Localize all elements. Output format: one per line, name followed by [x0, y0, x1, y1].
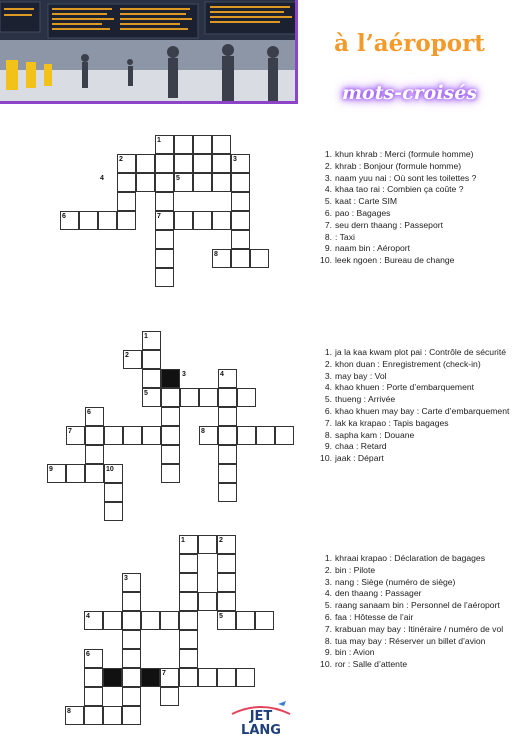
crossword-cell[interactable] [174, 154, 193, 173]
clue-list-2 [318, 347, 519, 465]
clue-number: 5 [219, 613, 223, 620]
clue-number-label: 4. [324, 588, 332, 599]
clue-number: 7 [157, 213, 161, 220]
crossword-cell[interactable] [85, 445, 104, 464]
clue-number: 2 [125, 352, 129, 359]
crossword-cell[interactable] [179, 668, 198, 687]
clue-item [318, 553, 519, 565]
clue-text: thueng : Arrivée [335, 394, 396, 405]
clue-item [318, 173, 519, 185]
crossword-cell[interactable] [212, 135, 231, 154]
clue-number-label: 7. [324, 623, 332, 634]
crossword-cell [103, 668, 122, 687]
clue-text: ror : Salle d’attente [335, 659, 408, 670]
clue-item [318, 612, 519, 624]
crossword-cell[interactable] [179, 649, 198, 668]
clue-number-label: 9. [324, 243, 332, 254]
crossword-cell[interactable] [122, 630, 141, 649]
clue-text: bin : Pilote [335, 564, 376, 575]
crossword-cell[interactable] [174, 211, 193, 230]
clue-text: jaak : Départ [335, 453, 384, 464]
crossword-cell[interactable] [136, 154, 155, 173]
clue-item [318, 441, 519, 453]
clue-number: 6 [86, 651, 90, 658]
crossword-cell[interactable] [160, 687, 179, 706]
clue-item [318, 232, 519, 244]
clue-number: 8 [214, 251, 218, 258]
clue-item [318, 359, 519, 371]
clue-item [318, 659, 519, 671]
crossword-cell[interactable] [179, 554, 198, 573]
crossword-cell[interactable] [179, 630, 198, 649]
clue-text: tua may bay : Réserver un billet d’avion [335, 635, 486, 646]
clue-number: 7 [162, 670, 166, 677]
clue-number: 2 [119, 156, 123, 163]
clue-number-label: 4. [324, 382, 332, 393]
crossword-cell[interactable] [217, 668, 236, 687]
crossword-cell[interactable] [198, 668, 217, 687]
clue-text: khrab : Bonjour (formule homme) [335, 160, 462, 171]
crossword-cell [161, 369, 180, 388]
clue-number-label: 6. [324, 207, 332, 218]
crossword-cell[interactable] [161, 426, 180, 445]
clue-number-label: 2. [324, 564, 332, 575]
clue-item [318, 565, 519, 577]
crossword-cell[interactable] [85, 464, 104, 483]
clue-number-label: 9. [324, 441, 332, 452]
crossword-cell[interactable] [160, 611, 179, 630]
clue-text: khao khuen : Porte d’embarquement [335, 382, 475, 393]
clue-number-label: 7. [324, 417, 332, 428]
clue-item [318, 430, 519, 442]
crossword-cell[interactable] [122, 649, 141, 668]
crossword-cell [141, 668, 160, 687]
crossword-cell[interactable] [85, 426, 104, 445]
crossword-cell[interactable] [79, 211, 98, 230]
clue-number-label: 4. [324, 184, 332, 195]
crossword-cell[interactable] [84, 668, 103, 687]
crossword-cell[interactable] [217, 573, 236, 592]
crossword-cell[interactable] [155, 192, 174, 211]
clue-number: 9 [49, 466, 53, 473]
clue-number-label: 1. [324, 149, 332, 159]
crossword-cell[interactable] [193, 154, 212, 173]
clue-text: naam bin : Aéroport [335, 243, 411, 254]
clue-number-label: 2. [324, 160, 332, 171]
crossword-cell[interactable] [84, 687, 103, 706]
crossword-cell[interactable] [117, 173, 136, 192]
jetlang-logo [228, 698, 294, 738]
crossword-cell[interactable] [117, 192, 136, 211]
logo-text-lang: LANG [241, 723, 281, 738]
clue-number: 3 [182, 371, 186, 378]
clue-number-label: 8. [324, 231, 332, 242]
crossword-cell[interactable] [117, 211, 136, 230]
clue-number: 4 [220, 371, 224, 378]
crossword-cell[interactable] [231, 211, 250, 230]
crossword-cell[interactable] [218, 464, 237, 483]
clue-number: 1 [144, 333, 148, 340]
clue-text: naam yuu nai : Où sont les toilettes ? [335, 172, 477, 183]
crossword-cell[interactable] [155, 154, 174, 173]
clue-number-label: 1. [324, 553, 332, 563]
crossword-cell[interactable] [217, 554, 236, 573]
clue-item [318, 624, 519, 636]
crossword-cell[interactable] [142, 426, 161, 445]
clue-number-label: 10. [320, 453, 332, 464]
crossword-cell[interactable] [179, 573, 198, 592]
crossword-cell[interactable] [122, 611, 141, 630]
clue-number-label: 5. [324, 196, 332, 207]
crossword-cell[interactable] [122, 668, 141, 687]
crossword-cell[interactable] [255, 611, 274, 630]
crossword-cell[interactable] [161, 388, 180, 407]
clue-text: seu dern thaang : Passeport [335, 219, 443, 230]
crossword-cell[interactable] [161, 464, 180, 483]
clue-item [318, 149, 519, 161]
crossword-cell[interactable] [218, 483, 237, 502]
clue-item [318, 394, 519, 406]
clue-item [318, 418, 519, 430]
crossword-cell[interactable] [122, 706, 141, 725]
clue-item [318, 184, 519, 196]
crossword-cell[interactable] [193, 173, 212, 192]
clue-text: khaa tao rai : Combien ça coûte ? [335, 184, 464, 195]
crossword-cell[interactable] [180, 388, 199, 407]
clue-text: ja la kaa kwam plot pai : Contrôle de sécurité [335, 347, 507, 357]
clue-list-1 [318, 149, 519, 267]
clue-text: chaa : Retard [335, 441, 387, 452]
crossword-cell[interactable] [218, 426, 237, 445]
clue-number: 3 [124, 575, 128, 582]
clue-number: 5 [176, 175, 180, 182]
clue-item [318, 208, 519, 220]
clue-number: 8 [67, 708, 71, 715]
clue-text: pao : Bagages [335, 207, 391, 218]
crossword-cell[interactable] [212, 154, 231, 173]
crossword-cell[interactable] [104, 426, 123, 445]
crossword-cell[interactable] [212, 173, 231, 192]
clue-number-label: 6. [324, 611, 332, 622]
crossword-cell[interactable] [179, 592, 198, 611]
clue-text: faa : Hôtesse de l’air [335, 611, 414, 622]
crossword-cell[interactable] [193, 211, 212, 230]
page-subtitle: mots-croisés [341, 82, 478, 104]
clue-item [318, 647, 519, 659]
crossword-cell[interactable] [231, 230, 250, 249]
clue-number-label: 3. [324, 370, 332, 381]
clue-text: khun khrab : Merci (formule homme) [335, 149, 474, 159]
clue-number-label: 5. [324, 394, 332, 405]
crossword-cell[interactable] [236, 668, 255, 687]
clue-text: leek ngoen : Bureau de change [335, 255, 455, 266]
crossword-cell[interactable] [179, 611, 198, 630]
crossword-cell[interactable] [66, 464, 85, 483]
clue-number: 1 [157, 137, 161, 144]
crossword-cell[interactable] [198, 592, 217, 611]
crossword-cell[interactable] [237, 388, 256, 407]
crossword-cell[interactable] [104, 483, 123, 502]
clue-text: bin : Avion [335, 647, 375, 658]
clue-item [318, 577, 519, 589]
clue-number-label: 8. [324, 429, 332, 440]
crossword-cell[interactable] [237, 426, 256, 445]
crossword-cell[interactable] [256, 426, 275, 445]
clue-text: : Taxi [335, 231, 355, 242]
clue-item [318, 382, 519, 394]
crossword-cell[interactable] [218, 388, 237, 407]
crossword-cell[interactable] [161, 445, 180, 464]
crossword-cell[interactable] [231, 192, 250, 211]
clue-number-label: 10. [320, 255, 332, 266]
clue-number-label: 2. [324, 358, 332, 369]
clue-item [318, 588, 519, 600]
clue-number: 6 [62, 213, 66, 220]
clue-number: 4 [100, 175, 104, 182]
clue-text: nang : Siège (numéro de siège) [335, 576, 456, 587]
jetlang-logo-mark [228, 698, 294, 738]
clue-text: khon duan : Enregistrement (check-in) [335, 358, 481, 369]
clue-number: 10 [106, 466, 114, 473]
page-title: à l’aéroport [334, 30, 485, 57]
clue-item [318, 220, 519, 232]
crossword-cell[interactable] [98, 211, 117, 230]
clue-number-label: 6. [324, 405, 332, 416]
clue-item [318, 600, 519, 612]
crossword-cell[interactable] [218, 407, 237, 426]
clue-number: 2 [219, 537, 223, 544]
clue-number-label: 3. [324, 172, 332, 183]
crossword-cell[interactable] [122, 687, 141, 706]
crossword-cell[interactable] [231, 249, 250, 268]
crossword-cell[interactable] [142, 369, 161, 388]
clue-number: 4 [86, 613, 90, 620]
crossword-cell[interactable] [193, 135, 212, 154]
clue-number: 6 [87, 409, 91, 416]
crossword-cell[interactable] [212, 211, 231, 230]
clue-number-label: 7. [324, 219, 332, 230]
clue-item [318, 636, 519, 648]
crossword-cell[interactable] [250, 249, 269, 268]
clue-number-label: 9. [324, 647, 332, 658]
clue-text: den thaang : Passager [335, 588, 422, 599]
clue-item [318, 406, 519, 418]
clue-number: 1 [181, 537, 185, 544]
clue-list-3 [318, 553, 519, 671]
clue-number-label: 3. [324, 576, 332, 587]
crossword-cell[interactable] [123, 426, 142, 445]
clue-text: lak ka krapao : Tapis bagages [335, 417, 449, 428]
crossword-cell[interactable] [155, 230, 174, 249]
clue-text: raang sanaam bin : Personnel de l’aéroport [335, 600, 500, 611]
clue-number: 8 [201, 428, 205, 435]
clue-item [318, 255, 519, 267]
clue-item [318, 243, 519, 255]
clue-number-label: 1. [324, 347, 332, 357]
crossword-cell[interactable] [136, 173, 155, 192]
crossword-cell[interactable] [104, 502, 123, 521]
crossword-cell[interactable] [236, 611, 255, 630]
clue-number-label: 10. [320, 659, 332, 670]
clue-number-label: 5. [324, 600, 332, 611]
logo-text-jet: JET [249, 709, 273, 724]
clue-item [318, 161, 519, 173]
clue-item [318, 347, 519, 359]
crossword-cell[interactable] [217, 592, 236, 611]
crossword-cell[interactable] [103, 706, 122, 725]
clue-text: may bay : Vol [335, 370, 387, 381]
crossword-cell[interactable] [198, 535, 217, 554]
clue-text: khraai krapao : Déclaration de bagages [335, 553, 486, 563]
crossword-cell[interactable] [155, 173, 174, 192]
clue-item [318, 371, 519, 383]
crossword-cell[interactable] [199, 388, 218, 407]
crossword-cell[interactable] [142, 350, 161, 369]
crossword-cell[interactable] [141, 611, 160, 630]
crossword-cell[interactable] [103, 611, 122, 630]
crossword-cell[interactable] [174, 135, 193, 154]
clue-number: 3 [233, 156, 237, 163]
crossword-cell[interactable] [231, 173, 250, 192]
clue-text: sapha kam : Douane [335, 429, 415, 440]
crossword-cell[interactable] [275, 426, 294, 445]
crossword-cell[interactable] [161, 407, 180, 426]
crossword-cell[interactable] [122, 592, 141, 611]
clue-item [318, 196, 519, 208]
clue-item [318, 453, 519, 465]
clue-number: 7 [68, 428, 72, 435]
clue-text: khao khuen may bay : Carte d’embarquement [335, 405, 510, 416]
clue-text: kaat : Carte SIM [335, 196, 398, 207]
crossword-cell[interactable] [155, 268, 174, 287]
crossword-cell[interactable] [218, 445, 237, 464]
clue-number: 5 [144, 390, 148, 397]
clue-text: krabuan may bay : Itinéraire / numéro de vol [335, 623, 504, 634]
crossword-cell[interactable] [84, 706, 103, 725]
clue-number-label: 8. [324, 635, 332, 646]
crossword-cell[interactable] [155, 249, 174, 268]
